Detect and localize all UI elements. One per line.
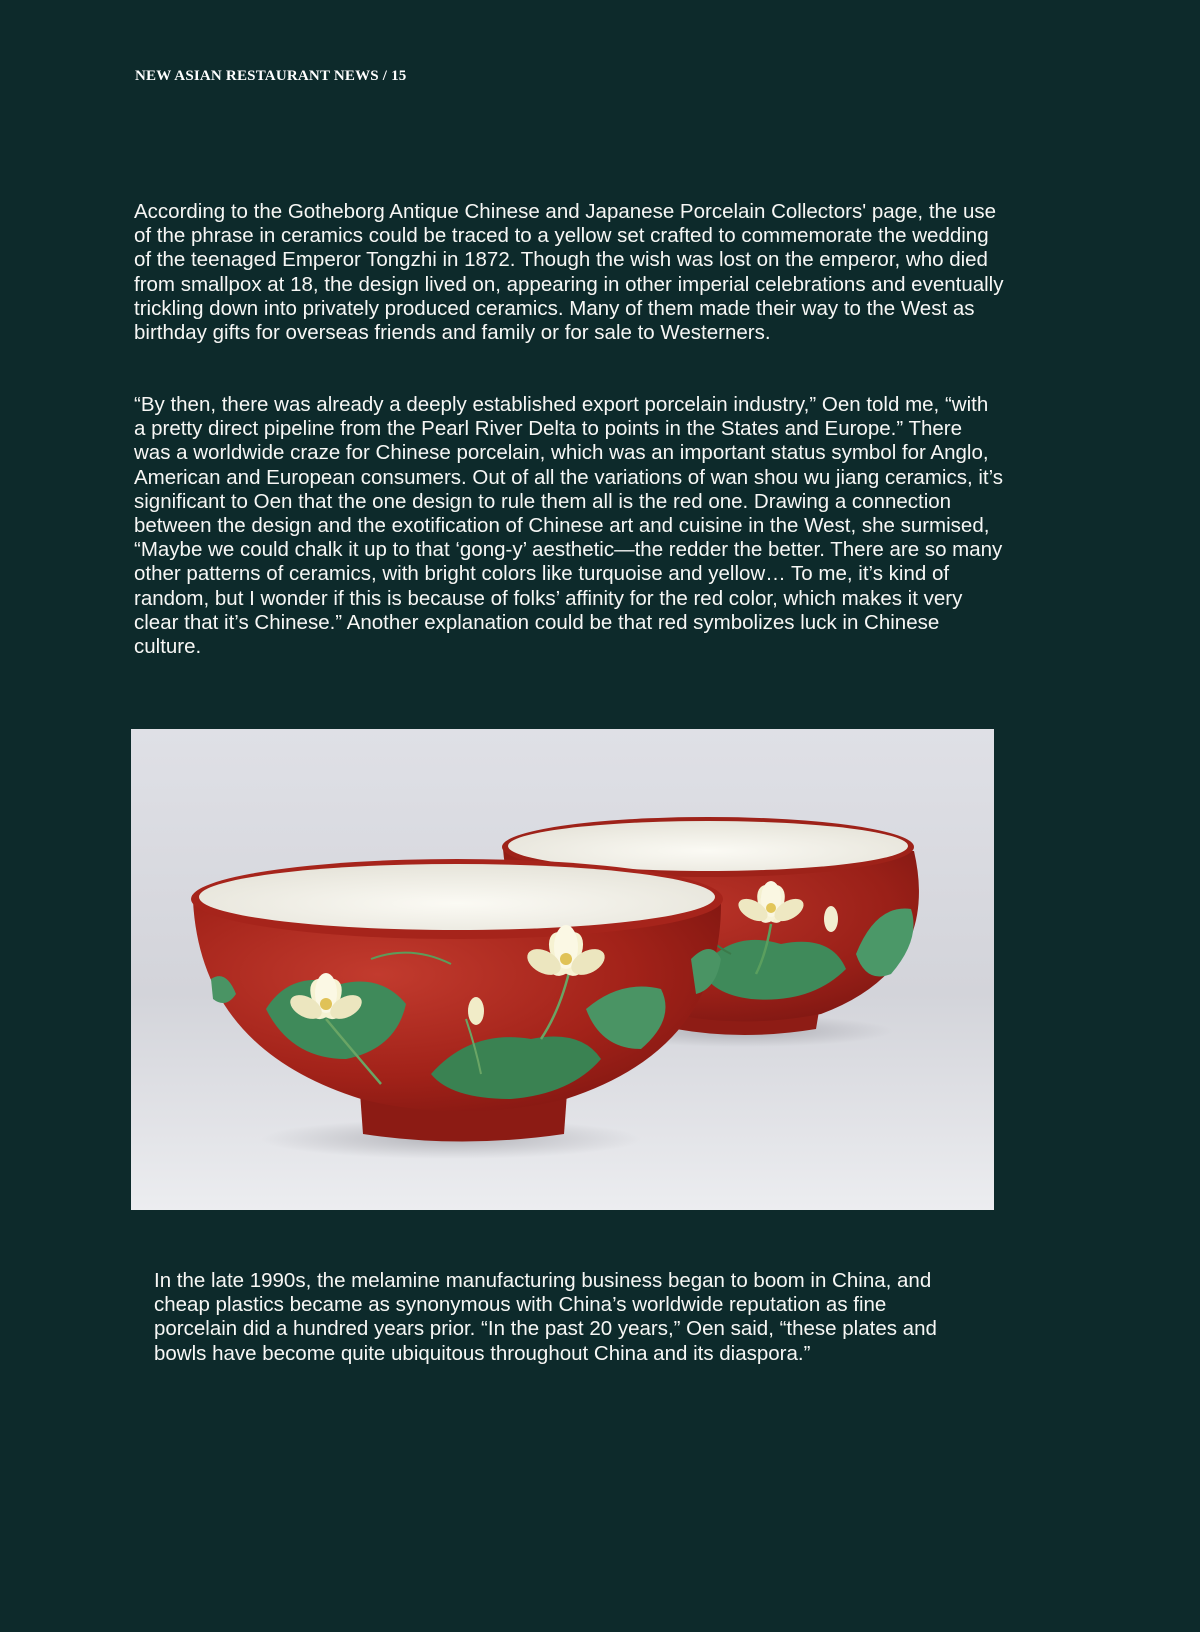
running-header: NEW ASIAN RESTAURANT NEWS / 15 xyxy=(135,68,407,84)
porcelain-bowls-photo xyxy=(131,729,994,1210)
article-paragraph-3: In the late 1990s, the melamine manufacturing business began to boom in China, and cheap plastics became as synonymous with China’s worldwide reputation as fine porcelain did a hundred years prior. “In the past 20 years,” Oen said, “these plates and bowls have become quite ubiquitous throughout China and its diaspora.” xyxy=(154,1269,937,1365)
article-paragraph-1: According to the Gotheborg Antique Chinese and Japanese Porcelain Collectors' page, the use of the phrase in ceramics could be traced to a yellow set crafted to commemorate the wedding of the teenaged Emperor Tongzhi in 1872. Though the wish was lost on the emperor, who died from smallpox at 18, the design lived on, appearing in other imperial celebrations and eventually trickling down into privately produced ceramics. Many of them made their way to the West as birthday gifts for overseas friends and family or for sale to Westerners. xyxy=(134,200,1004,345)
article-paragraph-2: “By then, there was already a deeply established export porcelain industry,” Oen told me, “with a pretty direct pipeline from the Pearl River Delta to points in the States and Europe.” There was a worldwide craze for Chinese porcelain, which was an important status symbol for Anglo, American and European consumers. Out of all the variations of wan shou wu jiang ceramics, it’s significant to Oen that the one design to rule them all is the red one. Drawing a connection between the design and the exotification of Chinese art and cuisine in the West, she surmised, “Maybe we could chalk it up to that ‘gong-y’ aesthetic—the redder the better. There are so many other patterns of ceramics, with bright colors like turquoise and yellow… To me, it’s kind of random, but I wonder if this is because of folks’ affinity for the red color, which makes it very clear that it’s Chinese.” Another explanation could be that red symbolizes luck in Chinese culture. xyxy=(134,393,1004,659)
